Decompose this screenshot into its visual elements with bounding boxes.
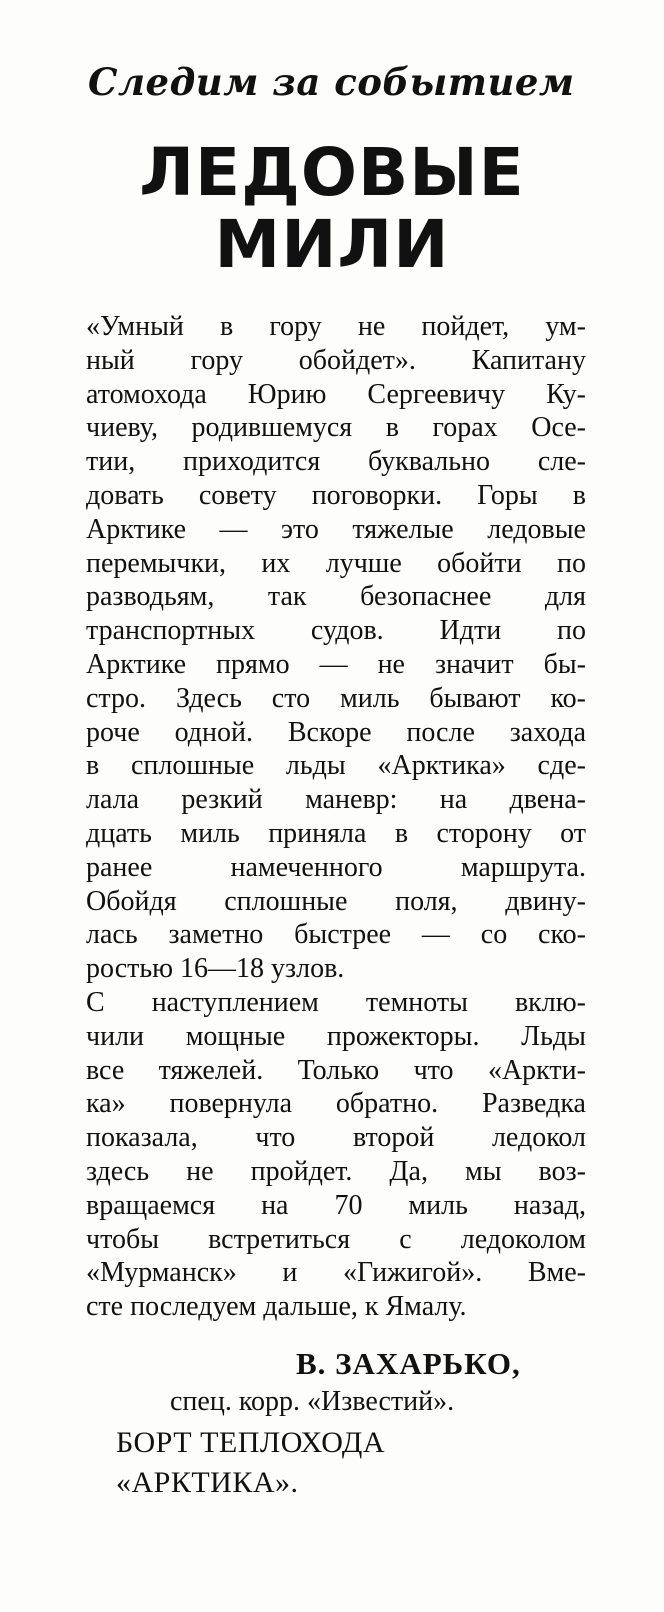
text-line: вращаемся на 70 миль назад,	[86, 1189, 586, 1221]
dateline-line-2: «АРКТИКА».	[116, 1466, 299, 1499]
rubric: Следим за событием	[88, 60, 575, 104]
author-role: спец. корр. «Известий».	[170, 1386, 455, 1417]
paragraph-text	[86, 986, 586, 1324]
article-paragraph-1	[86, 310, 586, 986]
text-line: дцать миль приняла в сторону от	[86, 817, 586, 849]
text-line: все тяжелей. Только что «Аркти-	[86, 1054, 586, 1086]
text-line: «Умный в гору не пойдет, ум-	[86, 311, 586, 342]
text-line: здесь не пройдет. Да, мы воз-	[86, 1155, 586, 1187]
text-line: С наступлением темноты вклю-	[86, 987, 586, 1018]
text-line: лась заметно быстрее — со ско-	[86, 919, 586, 951]
text-line: перемычки, их лучше обойти по	[86, 547, 586, 579]
text-line: ка» повернула обратно. Разведка	[86, 1088, 586, 1120]
text-line: ранее намеченного маршрута.	[86, 851, 586, 883]
text-line: разводьям, так безопаснее для	[86, 581, 586, 613]
text-line: чиеву, родившемуся в горах Осе-	[86, 412, 586, 444]
text-line: транспортных судов. Идти по	[86, 615, 586, 647]
text-line: тии, приходится буквально сле-	[86, 446, 586, 478]
text-line: роче одной. Вскоре после захода	[86, 716, 586, 748]
article-paragraph-2	[86, 986, 586, 1324]
text-line: довать совету поговорки. Горы в	[86, 479, 586, 511]
text-line: Обойдя сплошные поля, двину-	[86, 885, 586, 917]
text-line: стро. Здесь сто миль бывают ко-	[86, 682, 586, 714]
dateline-line-1: БОРТ ТЕПЛОХОДА	[116, 1426, 385, 1459]
text-line: показала, что второй ледокол	[86, 1122, 586, 1154]
text-line: «Мурманск» и «Гижигой». Вме-	[86, 1257, 586, 1289]
headline-line-1: ЛЕДОВЫЕ	[139, 134, 525, 211]
text-line: Арктике прямо — не значит бы-	[86, 648, 586, 680]
text-line: чили мощные прожекторы. Льды	[86, 1020, 586, 1052]
text-line: сте последуем дальше, к Ямалу.	[86, 1291, 467, 1323]
text-line: ростью 16—18 узлов.	[86, 953, 345, 985]
text-line: атомохода Юрию Сергеевичу Ку-	[86, 378, 586, 410]
text-line: ный гору обойдет». Капитану	[86, 344, 586, 376]
paragraph-text	[86, 310, 586, 986]
text-line: чтобы встретиться с ледоколом	[86, 1223, 586, 1255]
text-line: в сплошные льды «Арктика» сде-	[86, 750, 586, 782]
text-line: Арктике — это тяжелые ледовые	[86, 513, 586, 545]
headline-line-2: МИЛИ	[214, 206, 450, 283]
text-line: лала резкий маневр: на двена-	[86, 784, 586, 816]
author-name: В. ЗАХАРЬКО,	[296, 1346, 521, 1381]
